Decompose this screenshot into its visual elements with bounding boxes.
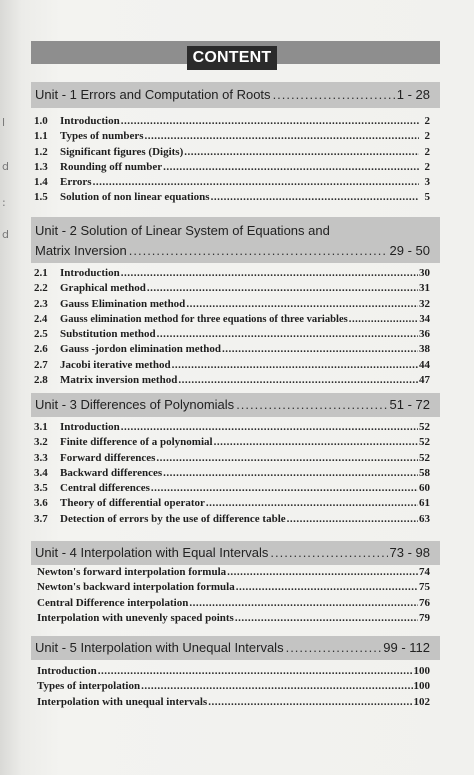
unit-page-range: 51 - 72 [389, 397, 430, 412]
dot-leader [178, 373, 418, 388]
unit-3-header [31, 393, 440, 417]
toc-entry [34, 481, 430, 496]
unit-4-entries [37, 565, 430, 626]
toc-entry [37, 611, 430, 626]
unit-page-range: 29 - 50 [389, 243, 430, 258]
entry-title: Detection of errors by the use of difference table [60, 512, 286, 525]
unit-title: Unit - 1 Errors and Computation of Roots [35, 87, 271, 102]
unit-page-range: 99 - 112 [383, 640, 430, 655]
toc-entry [34, 420, 430, 435]
entry-page: 100 [413, 680, 430, 693]
entry-number: 2.2 [34, 282, 48, 295]
dot-leader [163, 466, 418, 481]
entry-title: Central differences [60, 482, 150, 495]
dot-leader [270, 541, 387, 565]
toc-entry [34, 160, 430, 175]
entry-number: 3.4 [34, 466, 48, 479]
toc-entry [37, 695, 430, 710]
edge-mark: d [2, 228, 9, 241]
entry-number: 1.5 [34, 191, 48, 204]
entry-title: Types of numbers [60, 130, 144, 143]
entry-number: 1.2 [34, 145, 48, 158]
toc-entry [34, 466, 430, 481]
entry-page: 102 [413, 695, 430, 708]
unit-title: Unit - 5 Interpolation with Unequal Intervals [35, 640, 284, 655]
dot-leader [93, 175, 419, 190]
entry-number: 3.5 [34, 482, 48, 495]
unit-1-header [31, 82, 440, 108]
entry-page: 52 [419, 421, 430, 433]
entry-number: 2.8 [34, 374, 48, 387]
dot-leader [286, 636, 382, 660]
entry-page: 60 [419, 482, 430, 495]
entry-title: Backward differences [60, 466, 163, 479]
entry-page: 36 [419, 328, 430, 341]
entry-page: 32 [419, 297, 430, 310]
unit-page-range: 1 - 28 [396, 87, 430, 102]
entry-number: 1.1 [34, 130, 48, 143]
dot-leader [145, 129, 419, 144]
entry-title: Finite difference of a polynomial [60, 436, 213, 449]
entry-page: 61 [419, 497, 430, 510]
entry-title: Theory of differential operator [60, 497, 205, 510]
dot-leader [208, 695, 412, 710]
toc-entry [34, 266, 430, 281]
dot-leader [206, 496, 418, 511]
dot-leader [236, 580, 418, 595]
entry-page: 3 [424, 176, 430, 189]
unit-title: Unit - 3 Differences of Polynomials [35, 397, 235, 412]
dot-leader [98, 664, 413, 679]
dot-leader [147, 281, 418, 296]
toc-entry [34, 190, 430, 205]
toc-entry [34, 358, 430, 373]
unit-page-range: 73 - 98 [389, 545, 430, 560]
entry-title: Significant figures (Digits) [60, 145, 184, 158]
entry-page: 5 [424, 191, 430, 204]
toc-entry [34, 297, 430, 312]
dot-leader [121, 420, 418, 435]
entry-number: 1.0 [34, 115, 48, 127]
entry-page: 2 [424, 160, 430, 173]
toc-entry [34, 175, 430, 190]
entry-title: Introduction [60, 421, 120, 433]
entry-title: Introduction [60, 115, 120, 127]
entry-page: 79 [419, 611, 430, 624]
entry-title: Jacobi iterative method [60, 358, 171, 371]
unit-3-entries [34, 420, 430, 527]
toc-entry [34, 327, 430, 342]
toc-entry [37, 664, 430, 679]
toc-entry [34, 496, 430, 511]
toc-entry [34, 373, 430, 388]
page-edge-marks [0, 0, 16, 775]
dot-leader [236, 393, 387, 417]
unit-2-header [31, 217, 440, 263]
unit-5-entries [37, 664, 430, 710]
toc-entry [34, 512, 430, 527]
toc-entry [34, 281, 430, 296]
entry-title: Newton's backward interpolation formula [37, 581, 235, 594]
dot-leader [184, 145, 419, 160]
entry-page: 30 [419, 267, 430, 279]
dot-leader [129, 241, 388, 261]
entry-title: Gauss elimination method for three equations of three variables [60, 313, 348, 325]
dot-leader [151, 481, 418, 496]
toc-entry [34, 342, 430, 357]
entry-number: 2.5 [34, 328, 48, 341]
entry-title: Introduction [60, 267, 120, 279]
entry-title: Rounding off number [60, 160, 163, 173]
entry-title: Errors [60, 176, 92, 189]
entry-title: Gauss -jordon elimination method [60, 343, 222, 356]
edge-mark: : [2, 196, 6, 209]
entry-title: Gauss Elimination method [60, 297, 186, 310]
entry-number: 3.2 [34, 436, 48, 449]
entry-page: 44 [419, 358, 430, 371]
dot-leader [172, 358, 418, 373]
unit-title: Unit - 4 Interpolation with Equal Intervals [35, 545, 269, 560]
entry-page: 75 [419, 581, 430, 594]
entry-title: Newton's forward interpolation formula [37, 566, 227, 578]
entry-number: 3.1 [34, 421, 48, 433]
entry-number: 2.6 [34, 343, 48, 356]
toc-entry [37, 565, 430, 580]
unit-title-continued: Matrix Inversion [35, 243, 127, 258]
entry-title: Forward differences [60, 451, 156, 464]
unit-5-header [31, 636, 440, 660]
entry-page: 34 [419, 313, 430, 325]
entry-page: 52 [419, 451, 430, 464]
entry-page: 63 [419, 512, 430, 525]
entry-page: 58 [419, 466, 430, 479]
entry-number: 3.6 [34, 497, 48, 510]
toc-entry [34, 312, 430, 327]
dot-leader [235, 611, 418, 626]
entry-page: 31 [419, 282, 430, 295]
entry-page: 76 [419, 596, 430, 609]
entry-page: 100 [413, 665, 430, 677]
entry-number: 1.4 [34, 176, 48, 189]
dot-leader [222, 342, 418, 357]
dot-leader [121, 114, 419, 129]
entry-number: 2.4 [34, 313, 48, 325]
edge-mark: d [2, 160, 9, 173]
entry-number: 2.7 [34, 358, 48, 371]
dot-leader [189, 596, 418, 611]
unit-2-entries [34, 266, 430, 388]
dot-leader [349, 312, 419, 327]
entry-title: Interpolation with unevenly spaced points [37, 611, 234, 624]
entry-number: 3.3 [34, 451, 48, 464]
edge-mark: l [2, 116, 6, 129]
entry-page: 2 [424, 115, 430, 127]
toc-entry [37, 580, 430, 595]
toc-entry [37, 596, 430, 611]
entry-number: 3.7 [34, 512, 48, 525]
entry-title: Solution of non linear equations [60, 191, 210, 204]
page-title: CONTENT [187, 46, 277, 70]
dot-leader [273, 82, 395, 108]
entry-number: 2.3 [34, 297, 48, 310]
entry-title: Interpolation with unequal intervals [37, 695, 208, 708]
dot-leader [186, 297, 418, 312]
entry-page: 2 [424, 130, 430, 143]
entry-page: 38 [419, 343, 430, 356]
unit-1-entries [34, 114, 430, 206]
entry-title: Central Difference interpolation [37, 596, 189, 609]
toc-entry [34, 114, 430, 129]
dot-leader [141, 679, 412, 694]
dot-leader [163, 160, 419, 175]
toc-entry [34, 435, 430, 450]
toc-entry [34, 145, 430, 160]
entry-number: 2.1 [34, 267, 48, 279]
entry-title: Introduction [37, 665, 97, 677]
entry-page: 74 [419, 566, 430, 578]
entry-title: Substitution method [60, 328, 156, 341]
entry-title: Graphical method [60, 282, 146, 295]
entry-number: 1.3 [34, 160, 48, 173]
entry-title: Types of interpolation [37, 680, 141, 693]
dot-leader [287, 512, 418, 527]
toc-entry [34, 451, 430, 466]
dot-leader [156, 451, 418, 466]
unit-4-header [31, 541, 440, 565]
entry-title: Matrix inversion method [60, 374, 178, 387]
unit-title: Unit - 2 Solution of Linear System of Equations and [35, 223, 330, 238]
toc-entry [34, 129, 430, 144]
dot-leader [214, 435, 418, 450]
dot-leader [211, 190, 419, 205]
dot-leader [121, 266, 418, 281]
dot-leader [227, 565, 418, 580]
entry-page: 47 [419, 374, 430, 387]
toc-entry [37, 679, 430, 694]
dot-leader [157, 327, 418, 342]
entry-page: 52 [419, 436, 430, 449]
entry-page: 2 [424, 145, 430, 158]
